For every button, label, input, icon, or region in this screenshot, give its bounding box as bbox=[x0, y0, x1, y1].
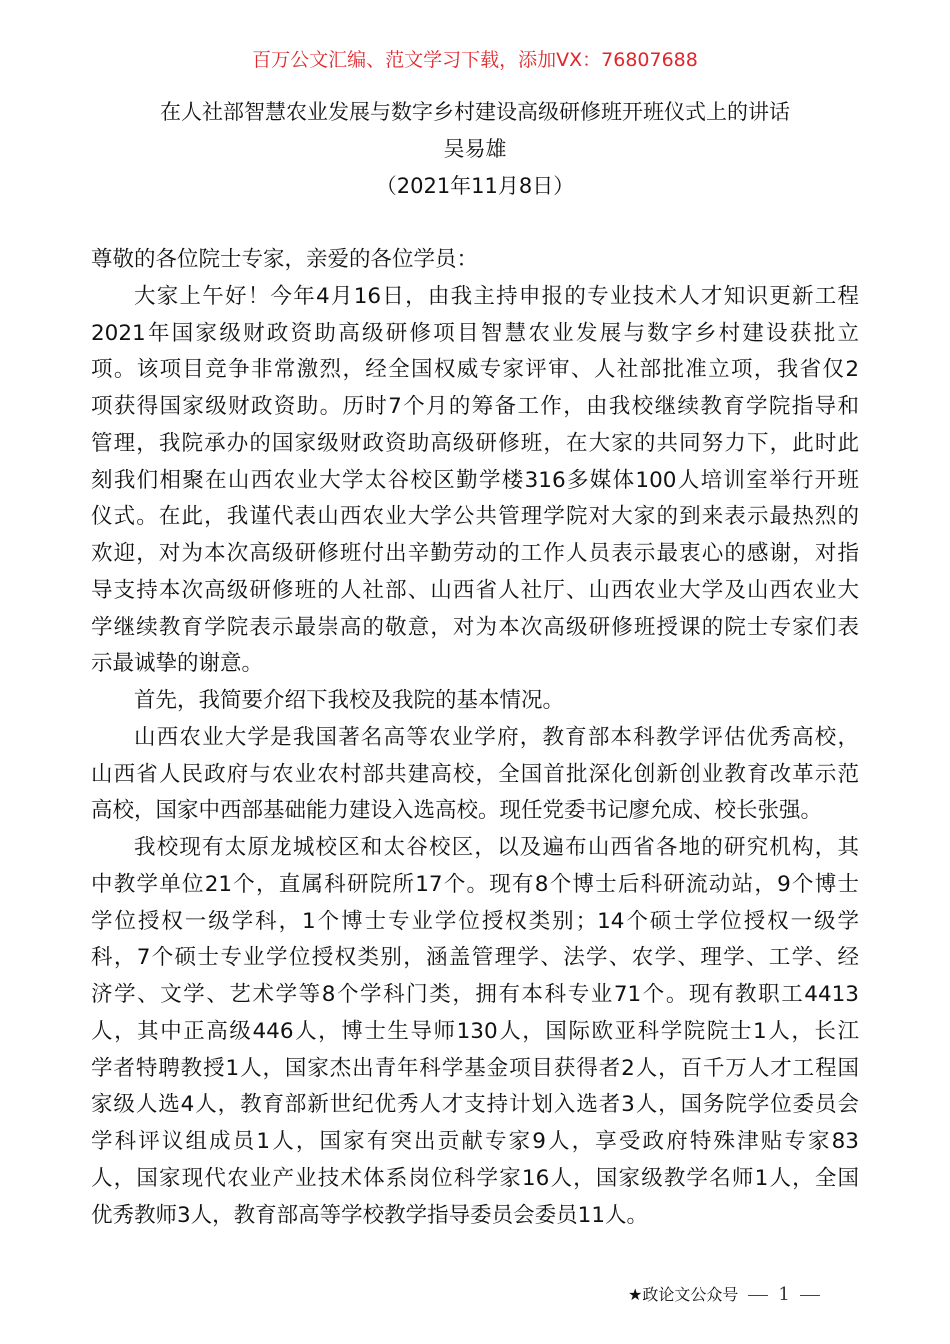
paragraph-line: 管理，我院承办的国家级财政资助高级研修班，在大家的共同努力下，此时此 bbox=[91, 430, 859, 456]
dash-divider bbox=[748, 1295, 768, 1296]
paragraph bbox=[91, 683, 859, 720]
paragraph-line: 导支持本次高级研修班的人社部、山西省人社厅、山西农业大学及山西农业大 bbox=[91, 577, 859, 603]
page-number: 1 bbox=[778, 1284, 790, 1305]
dash-divider bbox=[800, 1295, 820, 1296]
paragraph-line: 学者特聘教授1人，国家杰出青年科学基金项目获得者2人，百千万人才工程国 bbox=[91, 1055, 859, 1081]
paragraph-line: 人，其中正高级446人，博士生导师130人，国际欧亚科学院院士1人，长江 bbox=[91, 1018, 859, 1044]
paragraph-line: 学继续教育学院表示最崇高的敬意，对为本次高级研修班授课的院士专家们表 bbox=[91, 614, 859, 640]
paragraph-line: 大家上午好！今年4月16日，由我主持申报的专业技术人才知识更新工程 bbox=[134, 283, 859, 309]
paragraph-line: 学位授权一级学科，1个博士专业学位授权类别；14个硕士学位授权一级学 bbox=[91, 908, 859, 934]
paragraph-line: 济学、文学、艺术学等8个学科门类，拥有本科专业71个。现有教职工4413 bbox=[91, 982, 859, 1007]
paragraph-line: 中教学单位21个，直属科研院所17个。现有8个博士后科研流动站，9个博士 bbox=[91, 871, 859, 897]
page-footer bbox=[628, 1284, 820, 1306]
paragraph-line: 学科评议组成员1人，国家有突出贡献专家9人，享受政府特殊津贴专家83 bbox=[91, 1129, 859, 1154]
document-title: 在人社部智慧农业发展与数字乡村建设高级研修班开班仪式上的讲话 bbox=[160, 100, 790, 124]
paragraph-line: 仪式。在此，我谨代表山西农业大学公共管理学院对大家的到来表示最热烈的 bbox=[91, 504, 859, 530]
paragraph-line: 我校现有太原龙城校区和太谷校区，以及遍布山西省各地的研究机构，其 bbox=[134, 835, 859, 860]
promo-banner: 百万公文汇编、范文学习下载，添加VX：76807688 bbox=[252, 49, 698, 71]
paragraph bbox=[91, 279, 859, 683]
document-body bbox=[91, 242, 859, 1234]
author: 吴易雄 bbox=[443, 137, 507, 161]
paragraph-line: 高校，国家中西部基础能力建设入选高校。现任党委书记廖允成、校长张强。 bbox=[91, 798, 823, 824]
paragraph-line: 优秀教师3人，教育部高等学校教学指导委员会委员11人。 bbox=[91, 1202, 649, 1228]
paragraph bbox=[91, 830, 859, 1234]
paragraph-line: 家级人选4人，教育部新世纪优秀人才支持计划入选者3人，国务院学位委员会 bbox=[91, 1092, 859, 1118]
paragraph-line: 项获得国家级财政资助。历时7个月的筹备工作，由我校继续教育学院指导和 bbox=[91, 394, 859, 419]
speech-date: （2021年11月8日） bbox=[375, 174, 575, 198]
paragraph-line: 人，国家现代农业产业技术体系岗位科学家16人，国家级教学名师1人，全国 bbox=[91, 1165, 859, 1191]
paragraph-line: 尊敬的各位院士专家，亲爱的各位学员： bbox=[91, 247, 479, 272]
paragraph-line: 项。该项目竞争非常激烈，经全国权威专家评审、人社部批准立项，我省仅2 bbox=[91, 357, 859, 383]
paragraph-line: 首先，我简要介绍下我校及我院的基本情况。 bbox=[134, 688, 565, 713]
paragraph-line: 山西省人民政府与农业农村部共建高校，全国首批深化创新创业教育改革示范 bbox=[91, 761, 859, 787]
paragraph-line: 山西农业大学是我国著名高等农业学府，教育部本科教学评估优秀高校， bbox=[134, 724, 859, 750]
paragraph bbox=[91, 720, 859, 830]
paragraph-line: 欢迎，对为本次高级研修班付出辛勤劳动的工作人员表示最衷心的感谢，对指 bbox=[91, 541, 859, 566]
paragraph-line: 2021年国家级财政资助高级研修项目智慧农业发展与数字乡村建设获批立 bbox=[91, 320, 859, 346]
paragraph-line: 刻我们相聚在山西农业大学太谷校区勤学楼316多媒体100人培训室举行开班 bbox=[91, 467, 859, 493]
paragraph bbox=[91, 242, 859, 279]
paragraph-line: 科，7个硕士专业学位授权类别，涵盖管理学、法学、农学、理学、工学、经 bbox=[91, 945, 859, 971]
footer-source: ★政论文公众号 bbox=[628, 1285, 739, 1304]
paragraph-line: 示最诚挚的谢意。 bbox=[91, 651, 264, 677]
